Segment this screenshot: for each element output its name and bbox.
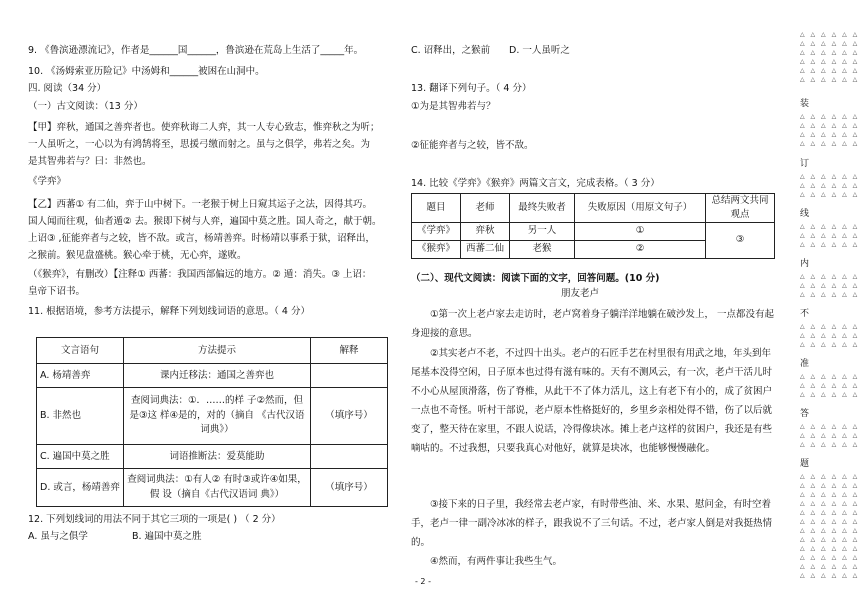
passage-yi-line: 国人闻而往观，仙者遁② 去。猴即下树与人弈，遍国中莫之胜。国人奇之，献于朝。	[28, 216, 382, 227]
question-13-sentence-1: ①为是其智弗若与？	[411, 101, 496, 112]
binding-pattern: △ △ △ △ △ △ △ △ △ △ △ △ △ △ △ △ △ △	[800, 373, 860, 398]
binding-pattern: △ △ △ △ △ △ △ △ △ △ △ △ △ △ △ △ △ △	[800, 273, 860, 298]
binding-pattern: △ △ △ △ △ △ △ △ △ △ △ △ △ △ △ △ △ △	[800, 323, 860, 348]
binding-pattern: △ △ △ △ △ △ △ △ △ △ △ △ △ △ △ △ △ △	[800, 223, 860, 248]
question-9: 9. 《鲁滨逊漂流记》，作者是______国______，鲁滨逊在荒岛上生活了_____年。	[28, 45, 364, 56]
binding-char: 订	[800, 159, 810, 169]
passage-paragraph: ④然而，有两件事让我些生气。	[430, 556, 563, 567]
binding-char: 题	[800, 459, 810, 469]
question-13: 13. 翻译下列句子。（ 4 分）	[411, 83, 532, 94]
binding-char: 不	[800, 309, 810, 319]
question-12-option-d: D. 一人虽听之	[509, 45, 570, 56]
binding-pattern: △ △ △ △ △ △ △ △ △ △ △ △ △ △ △ △ △ △ △ △ △ △ △ △ △ △ △ △ △ △ △ △ △ △ △ △ △ △ △ △ △ △ △ △ △ △ △ △ △ △ △ △ △ △ △ △ △ △ △ △ △ △ △ △ △ △ △ △ △ △ △ △	[800, 473, 860, 579]
section-4-2-heading: （二）、现代文阅读：阅读下面的文字，回答问题。(10 分)	[411, 273, 660, 284]
table-row: 《猴弈》 西蕃二仙 老猴 ②	[412, 240, 775, 258]
question-11: 11. 根据语境，参考方法提示，解释下列划线词语的意思。（ 4 分）	[28, 306, 310, 317]
binding-pattern: △ △ △ △ △ △ △ △ △ △ △ △ △ △ △ △ △ △ △ △ △ △ △ △ △ △ △ △ △ △ △ △ △ △ △ △	[800, 31, 860, 83]
table-header: 方法提示	[124, 338, 311, 364]
passage-jia-line: 是其智弗若与？曰：非然也。	[28, 156, 152, 167]
binding-margin	[800, 30, 860, 585]
page-number: - 2 -	[415, 577, 431, 586]
binding-char: 线	[800, 209, 810, 219]
question-12-option-a: A. 虽与之俱学	[28, 531, 88, 542]
section-4-heading: 四. 阅读（34 分）	[28, 83, 107, 94]
section-4-1-heading: （一）古文阅读：（13 分）	[28, 101, 143, 112]
passage-paragraph: ③接下来的日子里，我经常去老卢家，有时带些油、米、水果、慰问金，有时空着手，老卢一律一副冷冰冰的样子，跟我说不了三句话。不过，老卢家人倒是对我挺热情的。	[411, 499, 773, 548]
binding-char: 装	[800, 99, 810, 109]
passage-yi-line: 【乙】西蕃① 有二仙，弈于山中树下。一老猴于树上日窥其运子之法，因得其巧。	[28, 199, 373, 210]
table-row: 《学弈》 弈秋 另一人 ① ③	[412, 222, 775, 240]
passage-yi-line: 之猴前。猴见盘盛桃。猴心牵于桃，无心弈，遂败。	[28, 250, 247, 261]
passage-paragraph: ②其实老卢不老，不过四十出头。老卢的石匠手艺在村里很有用武之地，年头到年尾基本没得空闲，日子原本也过得有滋有味的。天有不测风云，有一次，老卢干活儿时不小心从屋顶滑落，伤了脊椎，从此干不了体力活儿，这上有老下有小的，成了贫困户一点也不奇怪。听村干部说，老卢原本性格挺好的，乡里乡亲相处得不错，伤了以后就变了，整天待在家里，不跟人说话，冷得像块冰。摊上老卢这样的贫困户，我还是有些嘀咕的。不过我想，只要我真心对他好，就算是块冰，也能够慢慢融化。	[411, 348, 773, 454]
question-12-option-c: C. 诏释出，之猴前	[411, 45, 491, 56]
passage-yi-note: （《猴弈》，有删改）【注释① 西蕃：我国西部偏远的地方。② 遁：消失。③ 上诏：	[28, 269, 372, 280]
binding-pattern: △ △ △ △ △ △ △ △ △ △ △ △ △ △ △ △ △ △	[800, 423, 860, 448]
passage-yi-line: 上诏③ ,征能弈者与之较，皆不敌。或言，杨靖善弈。时杨靖以事系于狱，诏释出，	[28, 233, 376, 244]
table-row: D. 或言，杨靖善弈 查阅词典法：①有人② 有时③或许④如果，假 设（摘自《古代汉语词 典》） （填序号）	[37, 469, 388, 507]
binding-pattern: △ △ △ △ △ △ △ △ △ △ △ △ △ △ △ △ △ △ △ △ △ △ △ △	[800, 113, 860, 147]
passage-title: 朋友老卢	[561, 288, 600, 299]
table-row: A. 杨靖善弈 课内迁移法：通国之善弈也	[37, 364, 388, 388]
binding-char: 内	[800, 259, 810, 269]
table-header: 文言语句	[37, 338, 124, 364]
table-header: 最终失败者	[510, 194, 575, 223]
question-12: 12. 下列划线词的用法不同于其它三项的一项是( ) （ 2 分）	[28, 514, 281, 525]
table-header: 老师	[461, 194, 510, 223]
table-row: B. 非然也 查阅词典法：①．……的样 子②然而，但是③这 样④是的，对的（摘自 《古代汉语词典》） （填序号）	[37, 388, 388, 445]
binding-pattern: △ △ △ △ △ △ △ △ △ △ △ △ △ △ △ △ △ △	[800, 173, 860, 198]
passage-jia-line: 一人虽听之，一心以为有鸿鹄将至，思援弓缴而射之。虽与之俱学，弗若之矣。为	[28, 139, 371, 150]
table-header: 解释	[311, 338, 388, 364]
table-header: 题目	[412, 194, 461, 223]
table-header: 总结两文共同观点	[706, 194, 775, 223]
passage-jia-line: 【甲】弈秋，通国之善弈者也。使弈秋诲二人弈，其一人专心致志，惟弈秋之为听；	[28, 122, 380, 133]
binding-char: 准	[800, 359, 810, 369]
question-12-option-b: B. 遍国中莫之胜	[132, 531, 202, 542]
question-11-table	[36, 337, 388, 507]
question-14: 14. 比较《学弈》《猴弈》两篇文言文，完成表格。（ 3 分）	[411, 178, 660, 189]
question-14-table	[411, 193, 775, 259]
passage-jia-source: 《学弈》	[28, 176, 67, 187]
question-13-sentence-2: ②征能弈者与之较，皆不敌。	[411, 140, 534, 151]
table-row: C. 遍国中莫之胜 词语推断法：爱莫能助	[37, 445, 388, 469]
passage-paragraph: ①第一次上老卢家去走访时，老卢窝着身子躺洋洋地躺在破沙发上， 一点都没有起身迎接的意思。	[411, 309, 775, 339]
table-header: 失败原因（用原文句子）	[575, 194, 706, 223]
passage-yi-note: 皇帝下诏书。	[28, 286, 86, 297]
question-10: 10. 《汤姆索亚历险记》中汤姆和______被困在山洞中。	[28, 66, 265, 77]
binding-char: 答	[800, 409, 810, 419]
